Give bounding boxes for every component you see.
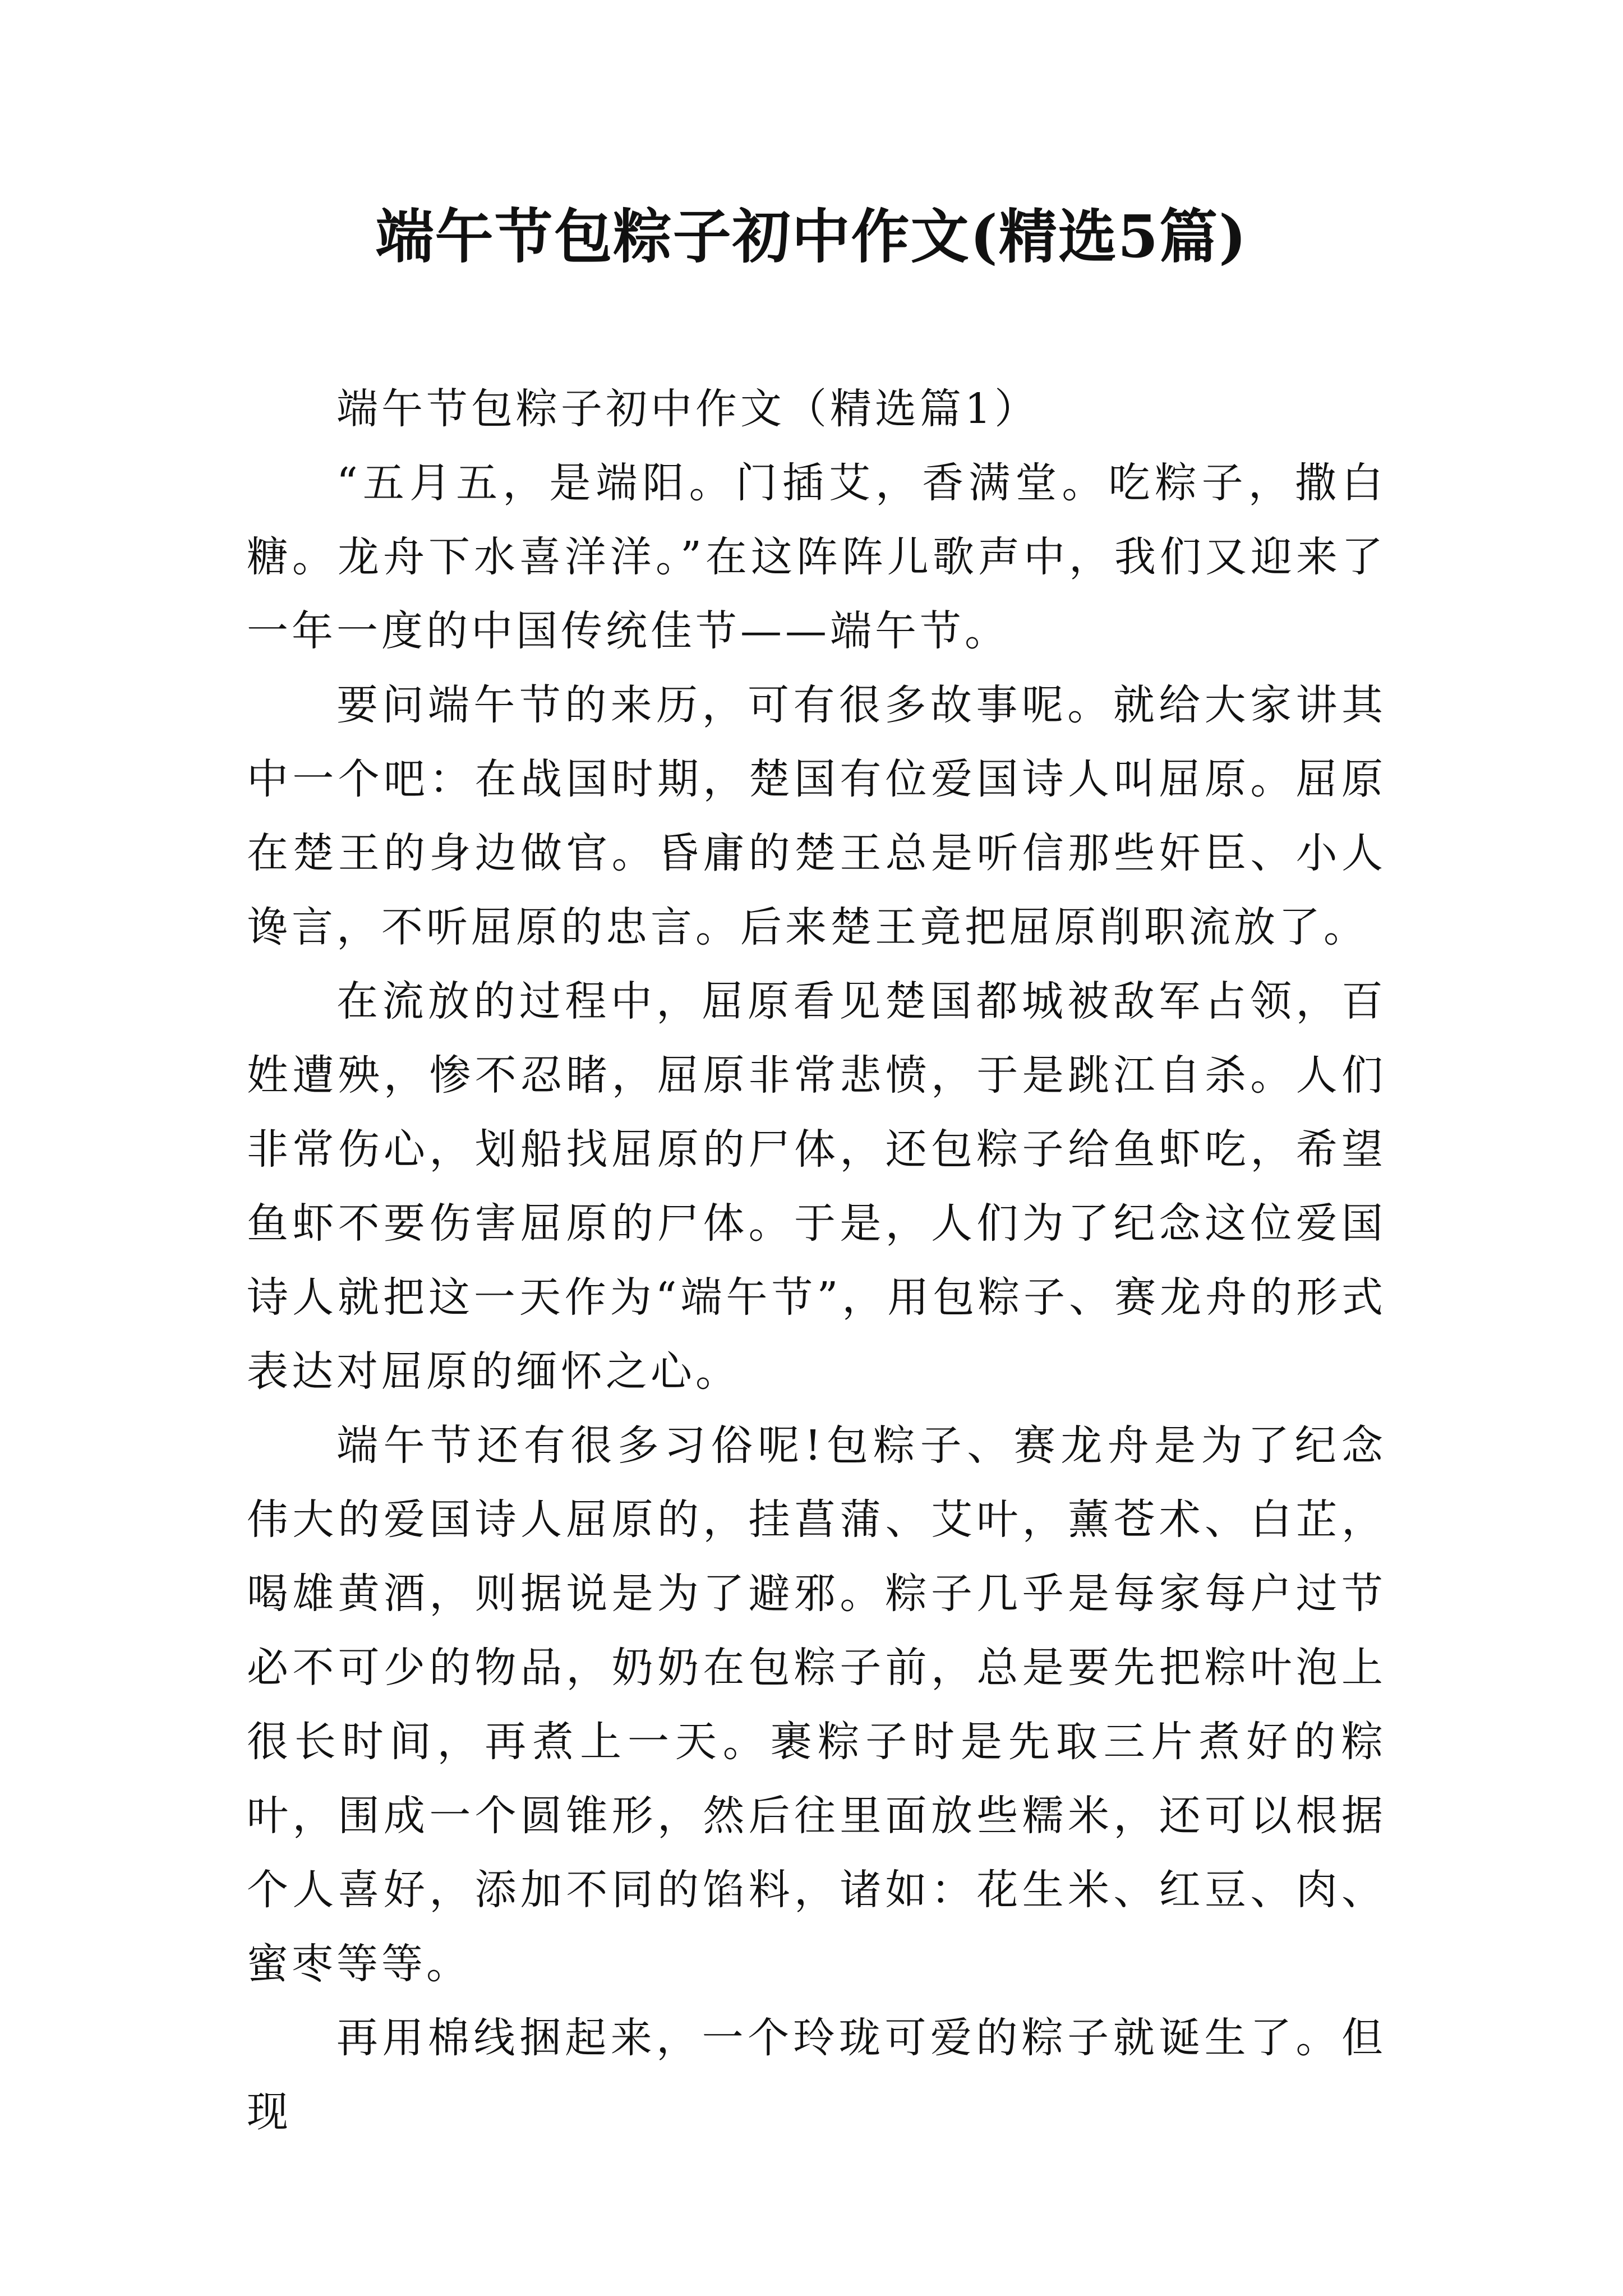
document-title: 端午节包粽子初中作文(精选5篇) [375,202,1248,271]
paragraph-2: 要问端午节的来历，可有很多故事呢。就给大家讲其中一个吧：在战国时期，楚国有位爱国诗人叫屈原。屈原在楚王的身边做官。昏庸的楚王总是听信那些奸臣、小人谗言，不听屈原的忠言。后来楚王竟把屈原削职流放了。 [247,681,1386,951]
paragraph-4: 端午节还有很多习俗呢!包粽子、赛龙舟是为了纪念伟大的爱国诗人屈原的，挂菖蒲、艾叶，薰苍术、白芷，喝雄黄酒，则据说是为了避邪。粽子几乎是每家每户过节必不可少的物品，奶奶在包粽子前，总是要先把粽叶泡上很长时间，再煮上一天。裹粽子时是先取三片煮好的粽叶，围成一个圆锥形，然后往里面放些糯米，还可以根据个人喜好，添加不同的馅料，诸如：花生米、红豆、肉、蜜枣等等。 [247,1421,1386,1988]
paragraph-1: “五月五，是端阳。门插艾，香满堂。吃粽子，撒白糖。龙舟下水喜洋洋。”在这阵阵儿歌声中，我们又迎来了一年一度的中国传统佳节——端午节。 [247,459,1386,655]
document-body [247,372,1386,2149]
paragraph-5: 再用棉线捆起来，一个玲珑可爱的粽子就诞生了。但现 [247,2014,1386,2136]
section-heading: 端午节包粽子初中作文（精选篇1） [336,385,1040,433]
paragraph-3: 在流放的过程中，屈原看见楚国都城被敌军占领，百姓遭殃，惨不忍睹，屈原非常悲愤，于是跳江自杀。人们非常伤心，划船找屈原的尸体，还包粽子给鱼虾吃，希望鱼虾不要伤害屈原的尸体。于是，人们为了纪念这位爱国诗人就把这一天作为“端午节”，用包粽子、赛龙舟的形式表达对屈原的缅怀之心。 [247,977,1386,1396]
